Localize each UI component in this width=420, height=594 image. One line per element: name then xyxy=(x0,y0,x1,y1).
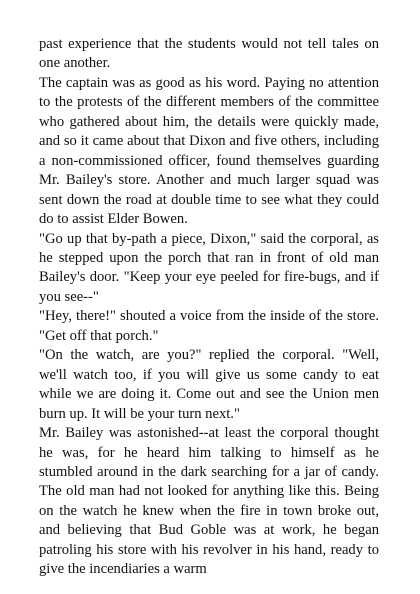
paragraph-5: "On the watch, are you?" replied the corporal. "Well, we'll watch too, if you will give us some candy to eat while we are doing it. Come out and see the Union men burn up. It will be your turn next." xyxy=(39,347,379,422)
document-page xyxy=(39,35,379,580)
paragraph-1: past experience that the students would not tell tales on one another. xyxy=(39,36,379,72)
paragraph-6: Mr. Bailey was astonished--at least the corporal thought he was, for he heard him talking to himself as he stumbled around in the dark searching for a jar of candy. The old man had not looked for anything like this. Being on the watch he knew when the fire in town broke out, and believing that Bud Goble was at work, he began patroling his store with his revolver in his hand, ready to give the incendiaries a warm xyxy=(39,425,379,578)
paragraph-3: "Go up that by-path a piece, Dixon," said the corporal, as he stepped upon the porch that ran in front of old man Bailey's door. "Keep your eye peeled for fire-bugs, and if you see--" xyxy=(39,230,379,305)
paragraph-2: The captain was as good as his word. Paying no attention to the protests of the different members of the committee who gathered about him, the details were quickly made, and so it came about that Dixon and five others, including a non-commissioned officer, found themselves guarding Mr. Bailey's store. Another and much larger squad was sent down the road at double time to see what they could do to assist Elder Bowen. xyxy=(39,74,379,228)
paragraph-4: "Hey, there!" shouted a voice from the inside of the store. "Get off that porch." xyxy=(39,308,379,344)
